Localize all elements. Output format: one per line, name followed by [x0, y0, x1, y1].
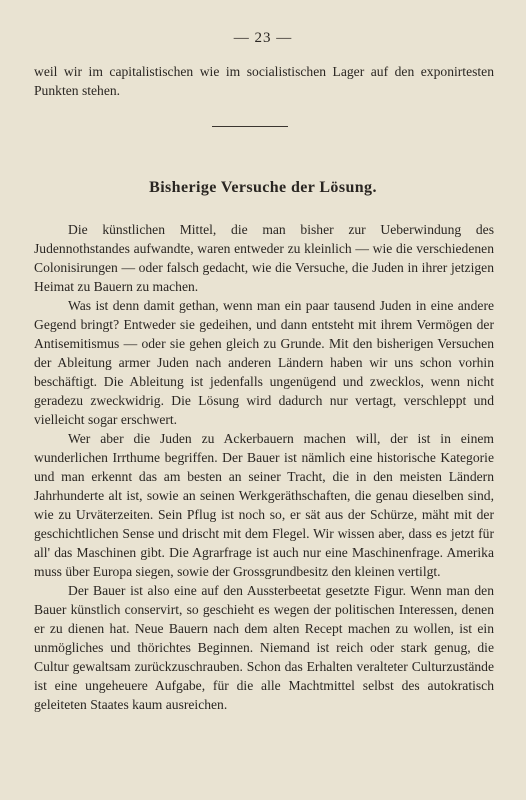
page-number: — 23 — — [233, 30, 293, 46]
paragraph-2: Was ist denn damit gethan, wenn man ein paar tausend Juden in eine andere Gegend bringt? Entweder sie gedeihen, und dann entsteht mit ihrem Vermögen der Antisemitismus — oder sie gehen gleich zu Grunde. Mit den bisherigen Versuchen der Ableitung armer Juden nach anderen Ländern haben wir uns schon vorhin beschäftigt. Die Ableitung ist jedenfalls ungenügend und zwecklos, wenn nicht geradezu zweckwidrig. Die Lösung wird dadurch nur vertagt, verschleppt und vielleicht sogar erschwert. — [34, 298, 494, 427]
paragraph-1: Die künstlichen Mittel, die man bisher zur Ueberwindung des Judennothstandes aufwandte, waren entweder zu kleinlich — wie die verschiedenen Colonisirungen — oder falsch gedacht, wie die Versuche, die Juden in ihrer jetzigen Heimat zu Bauern zu machen. — [34, 222, 494, 294]
paragraph-4: Der Bauer ist also eine auf den Aussterbeetat gesetzte Figur. Wenn man den Bauer künstlich conservirt, so geschieht es wegen der politischen Interessen, denen er zu dienen hat. Neue Bauern nach dem alten Recept machen zu wollen, ist ein unmögliches und thörichtes Beginnen. Niemand ist reich oder stark genug, die Cultur gewaltsam zurückzuschrauben. Schon das Erhalten veralteter Culturzustände ist eine ungeheuere Aufgabe, für die alle Machtmittel selbst des autokratisch geleiteten Staates kaum ausreichen. — [34, 583, 494, 712]
section-body — [34, 220, 494, 714]
section-divider — [212, 126, 288, 127]
paragraph-3: Wer aber die Juden zu Ackerbauern machen will, der ist in einem wunderlichen Irrthume begriffen. Der Bauer ist nämlich eine historische Kategorie und man erkennt das am besten an seiner Tracht, die in den meisten Ländern Jahrhunderte alt ist, sowie an seinen Werkgeräthschaften, die genau dieselben sind, wie zu Urväterzeiten. Sein Pflug ist noch so, er sät aus der Schürze, mäht mit der geschichtlichen Sense und drischt mit dem Flegel. Wir wissen aber, dass es jetzt für all' das Maschinen gibt. Die Agrarfrage ist auch nur eine Maschinenfrage. Amerika muss über Europa siegen, sowie der Grossgrundbesitz den kleinen vertilgt. — [34, 431, 494, 579]
top-text-block — [34, 62, 494, 100]
top-paragraph: weil wir im capitalistischen wie im socialistischen Lager auf den exponirtesten Punkten stehen. — [34, 64, 494, 98]
section-heading: Bisherige Versuche der Lösung. — [149, 179, 377, 196]
